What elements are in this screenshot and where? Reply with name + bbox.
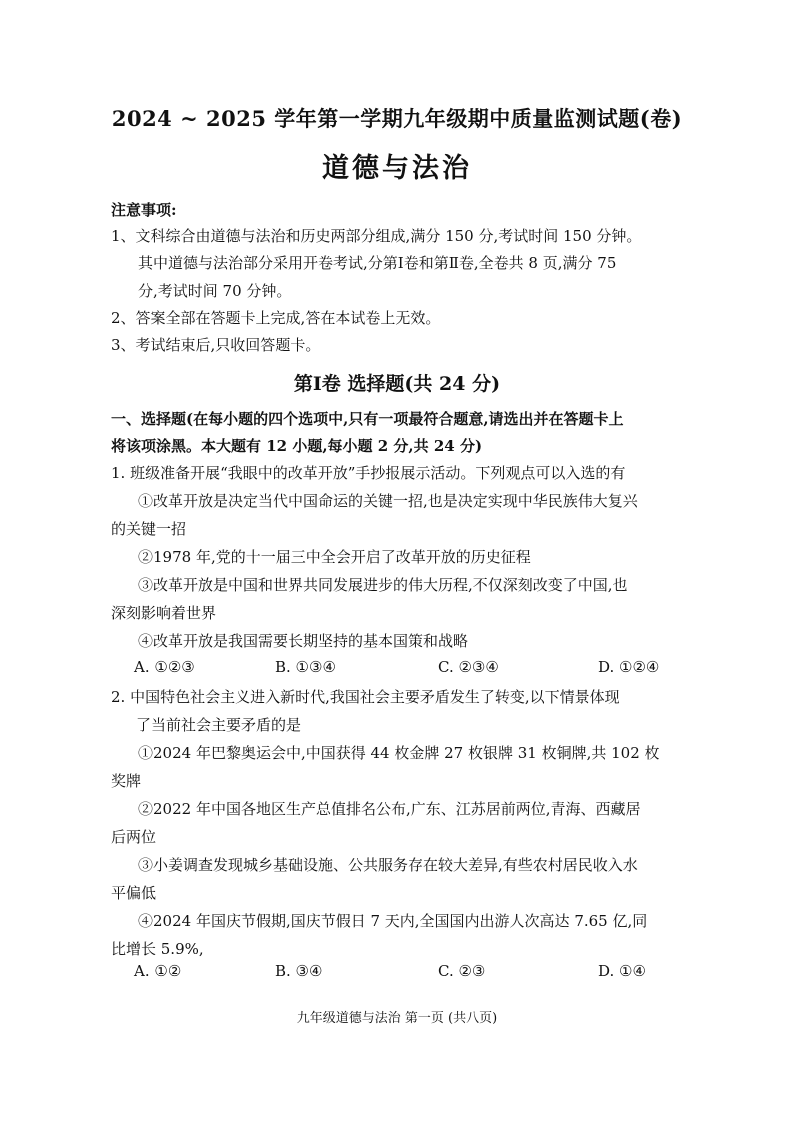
statement-2: ②1978 年,党的十一届三中全会开启了改革开放的历史征程 <box>138 548 531 566</box>
statement-4: ④2024 年国庆节假期,国庆节假日 7 天内,全国国内出游人次高达 7.65 亿,同 <box>138 912 648 930</box>
notice-item-1-cont: 其中道德与法治部分采用开卷考试,分第Ⅰ卷和第Ⅱ卷,全卷共 8 页,满分 75 <box>138 254 617 272</box>
statement-1-cont: 奖牌 <box>111 772 142 790</box>
option-c: C. ②③ <box>438 962 486 980</box>
option-d: D. ①②④ <box>598 658 660 676</box>
statement-3-cont: 平偏低 <box>111 884 157 902</box>
statement-2: ②2022 年中国各地区生产总值排名公布,广东、江苏居前两位,青海、西藏居 <box>138 800 641 818</box>
question-stem-cont: 了当前社会主要矛盾的是 <box>136 716 302 734</box>
question-stem: 1. 班级准备开展“我眼中的改革开放”手抄报展示活动。下列观点可以入选的有 <box>111 464 626 482</box>
page-footer: 九年级道德与法治 第一页 (共八页) <box>296 1011 498 1026</box>
option-c: C. ②③④ <box>438 658 499 676</box>
section-instruction-cont: 将该项涂黑。本大题有 12 小题,每小题 2 分,共 24 分) <box>111 437 483 455</box>
statement-1: ①改革开放是决定当代中国命运的关键一招,也是决定实现中华民族伟大复兴 <box>138 492 638 510</box>
section-title: 第Ⅰ卷 选择题(共 24 分) <box>293 373 501 395</box>
notice-item-1: 1、文科综合由道德与法治和历史两部分组成,满分 150 分,考试时间 150 分钟。 <box>111 227 642 245</box>
question-stem: 2. 中国特色社会主义进入新时代,我国社会主要矛盾发生了转变,以下情景体现 <box>111 688 620 706</box>
option-b: B. ③④ <box>275 962 323 980</box>
statement-4-cont: 比增长 5.9%, <box>111 940 204 958</box>
option-a: A. ①②③ <box>134 658 195 676</box>
statement-3: ③小姜调查发现城乡基础设施、公共服务存在较大差异,有些农村居民收入水 <box>138 856 638 874</box>
statement-3-cont: 深刻影响着世界 <box>111 604 217 622</box>
notice-heading: 注意事项: <box>111 201 177 219</box>
subject-title: 道德与法治 <box>322 153 472 184</box>
notice-item-3: 3、考试结束后,只收回答题卡。 <box>111 336 321 354</box>
exam-title: 2024 ~ 2025 学年第一学期九年级期中质量监测试题(卷) <box>111 106 683 131</box>
statement-1: ①2024 年巴黎奥运会中,中国获得 44 枚金牌 27 枚银牌 31 枚铜牌,共 102 枚 <box>138 744 660 762</box>
option-d: D. ①④ <box>598 962 646 980</box>
option-b: B. ①③④ <box>275 658 336 676</box>
statement-3: ③改革开放是中国和世界共同发展进步的伟大历程,不仅深刻改变了中国,也 <box>138 576 628 594</box>
notice-item-1-cont2: 分,考试时间 70 分钟。 <box>138 282 292 300</box>
statement-4: ④改革开放是我国需要长期坚持的基本国策和战略 <box>138 632 469 650</box>
option-a: A. ①② <box>134 962 182 980</box>
section-instruction: 一、选择题(在每小题的四个选项中,只有一项最符合题意,请选出并在答题卡上 <box>111 410 624 428</box>
statement-1-cont: 的关键一招 <box>111 520 187 538</box>
notice-item-2: 2、答案全部在答题卡上完成,答在本试卷上无效。 <box>111 309 441 327</box>
statement-2-cont: 后两位 <box>111 828 157 846</box>
